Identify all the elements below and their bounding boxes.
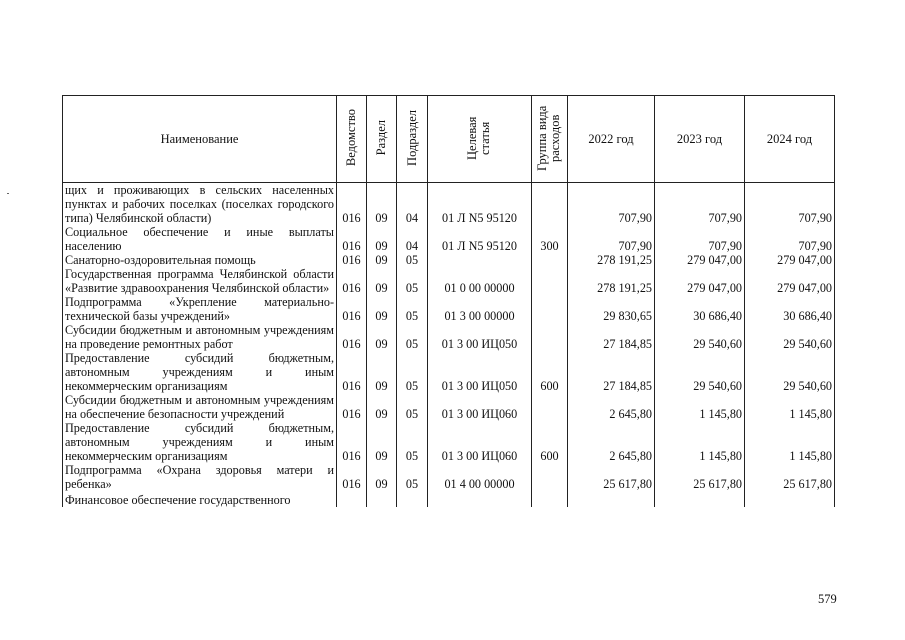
row-2022: 27 184,85 [568, 323, 655, 351]
row-2023: 1 145,80 [655, 421, 745, 463]
row-name: щих и проживающих в сельских населенных пунктах и рабочих поселках (поселках городского типа) Челябинской области) [63, 183, 337, 226]
row-2024: 25 617,80 [745, 463, 835, 491]
row-target: 01 0 00 00000 [428, 267, 532, 295]
row-2023: 30 686,40 [655, 295, 745, 323]
row-name: Подпрограмма «Охрана здоровья матери и ребенка» [63, 463, 337, 491]
row-2024: 1 145,80 [745, 421, 835, 463]
table-row [63, 225, 835, 253]
table-header-row [63, 96, 835, 183]
row-2022: 278 191,25 [568, 267, 655, 295]
row-section: 09 [367, 351, 397, 393]
page-number: 579 [818, 592, 837, 606]
row-2022: 2 645,80 [568, 393, 655, 421]
row-2022: 2 645,80 [568, 421, 655, 463]
row-name: Субсидии бюджетным и автономным учреждениям на обеспечение безопасности учреждений [63, 393, 337, 421]
row-2024 [745, 491, 835, 507]
row-name: Социальное обеспечение и иные выплаты населению [63, 225, 337, 253]
row-section: 09 [367, 253, 397, 267]
table-row [63, 267, 835, 295]
row-2023: 29 540,60 [655, 351, 745, 393]
row-section: 09 [367, 225, 397, 253]
row-section: 09 [367, 267, 397, 295]
row-dept [337, 491, 367, 507]
header-name: Наименование [63, 96, 337, 183]
row-dept: 016 [337, 463, 367, 491]
row-dept: 016 [337, 351, 367, 393]
row-2022: 707,90 [568, 225, 655, 253]
row-section: 09 [367, 463, 397, 491]
row-name: Санаторно-оздоровительная помощь [63, 253, 337, 267]
table-row [63, 351, 835, 393]
row-section: 09 [367, 295, 397, 323]
row-2023: 25 617,80 [655, 463, 745, 491]
row-subsection [397, 491, 428, 507]
row-2024: 279 047,00 [745, 267, 835, 295]
row-2022: 27 184,85 [568, 351, 655, 393]
row-target [428, 491, 532, 507]
row-target [428, 253, 532, 267]
row-2022 [568, 491, 655, 507]
table-row [63, 463, 835, 491]
row-dept: 016 [337, 267, 367, 295]
table-row [63, 295, 835, 323]
row-group: 600 [532, 421, 568, 463]
row-2023: 707,90 [655, 225, 745, 253]
row-subsection: 05 [397, 351, 428, 393]
row-2024: 29 540,60 [745, 351, 835, 393]
row-group [532, 253, 568, 267]
row-name: Финансовое обеспечение государственного [63, 491, 337, 507]
table-row [63, 421, 835, 463]
header-dept: Ведомство [337, 96, 367, 183]
row-section [367, 491, 397, 507]
row-group [532, 183, 568, 226]
row-section: 09 [367, 323, 397, 351]
table-row [63, 183, 835, 226]
row-2022: 707,90 [568, 183, 655, 226]
row-dept: 016 [337, 225, 367, 253]
row-group [532, 463, 568, 491]
header-section: Раздел [367, 96, 397, 183]
row-2023: 707,90 [655, 183, 745, 226]
header-2024: 2024 год [745, 96, 835, 183]
row-target: 01 3 00 ИЦ060 [428, 393, 532, 421]
header-2023: 2023 год [655, 96, 745, 183]
row-target: 01 3 00 ИЦ050 [428, 323, 532, 351]
row-2024: 707,90 [745, 183, 835, 226]
row-name: Предоставление субсидий бюджетным, автономным учреждениям и иным некоммерческим организациям [63, 421, 337, 463]
table-row [63, 323, 835, 351]
row-2022: 25 617,80 [568, 463, 655, 491]
row-2024: 29 540,60 [745, 323, 835, 351]
row-section: 09 [367, 421, 397, 463]
row-dept: 016 [337, 253, 367, 267]
row-group: 600 [532, 351, 568, 393]
row-dept: 016 [337, 323, 367, 351]
table-row [63, 253, 835, 267]
row-2023: 1 145,80 [655, 393, 745, 421]
row-subsection: 05 [397, 323, 428, 351]
row-2022: 278 191,25 [568, 253, 655, 267]
row-2024: 279 047,00 [745, 253, 835, 267]
row-section: 09 [367, 183, 397, 226]
row-target: 01 3 00 00000 [428, 295, 532, 323]
header-target: Целевая статья [428, 96, 532, 183]
row-2023: 279 047,00 [655, 267, 745, 295]
row-name: Государственная программа Челябинской области «Развитие здравоохранения Челябинской области» [63, 267, 337, 295]
row-2023 [655, 491, 745, 507]
row-group [532, 295, 568, 323]
row-dept: 016 [337, 295, 367, 323]
row-group [532, 267, 568, 295]
row-subsection: 05 [397, 267, 428, 295]
row-2024: 707,90 [745, 225, 835, 253]
row-dept: 016 [337, 393, 367, 421]
table-row [63, 393, 835, 421]
row-target: 01 Л N5 95120 [428, 183, 532, 226]
row-target: 01 3 00 ИЦ060 [428, 421, 532, 463]
row-group: 300 [532, 225, 568, 253]
row-subsection: 05 [397, 393, 428, 421]
row-subsection: 05 [397, 421, 428, 463]
budget-table [62, 95, 835, 507]
row-subsection: 04 [397, 183, 428, 226]
row-group [532, 491, 568, 507]
row-target: 01 Л N5 95120 [428, 225, 532, 253]
header-group: Группа вида расходов [532, 96, 568, 183]
scan-mark [7, 193, 9, 194]
row-subsection: 04 [397, 225, 428, 253]
row-name: Предоставление субсидий бюджетным, автономным учреждениям и иным некоммерческим организациям [63, 351, 337, 393]
row-group [532, 393, 568, 421]
table-row [63, 491, 835, 507]
row-2024: 30 686,40 [745, 295, 835, 323]
row-target: 01 3 00 ИЦ050 [428, 351, 532, 393]
row-target: 01 4 00 00000 [428, 463, 532, 491]
row-name: Субсидии бюджетным и автономным учреждениям на проведение ремонтных работ [63, 323, 337, 351]
header-subsection: Подраздел [397, 96, 428, 183]
row-dept: 016 [337, 421, 367, 463]
row-subsection: 05 [397, 463, 428, 491]
row-dept: 016 [337, 183, 367, 226]
row-subsection: 05 [397, 253, 428, 267]
row-group [532, 323, 568, 351]
row-section: 09 [367, 393, 397, 421]
row-2022: 29 830,65 [568, 295, 655, 323]
row-subsection: 05 [397, 295, 428, 323]
row-2023: 29 540,60 [655, 323, 745, 351]
row-2023: 279 047,00 [655, 253, 745, 267]
row-name: Подпрограмма «Укрепление материально-технической базы учреждений» [63, 295, 337, 323]
header-2022: 2022 год [568, 96, 655, 183]
row-2024: 1 145,80 [745, 393, 835, 421]
